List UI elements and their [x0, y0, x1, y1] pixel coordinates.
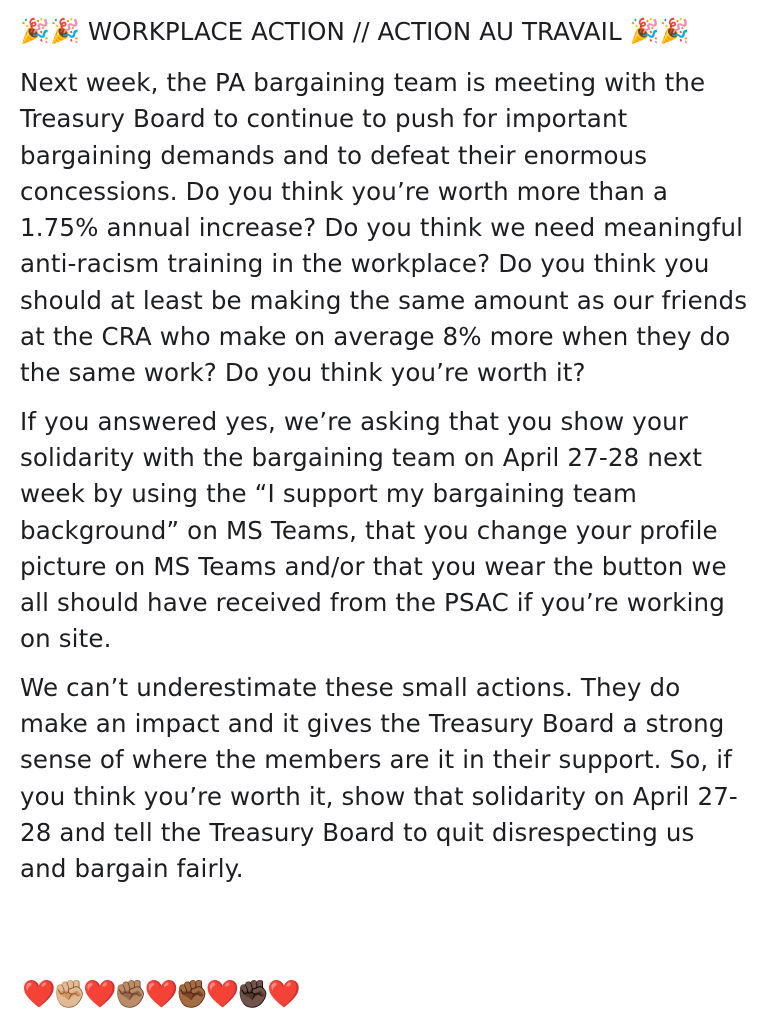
megaphone-icon: 🎉🎉	[20, 17, 80, 45]
post-paragraph: We can’t underestimate these small actions. They do make an impact and it gives the Treasury Board a strong sense of where the members are it in their support. So, if you think you’re worth it, show that solidarity on April 27-28 and tell the Treasury Board to quit disrespecting us and bargain fairly.	[20, 672, 738, 884]
megaphone-icon: 🎉🎉	[629, 17, 690, 45]
red-heart-icon: ❤️	[144, 979, 176, 1010]
raised-fist-medium-dark-icon: ✊🏾	[175, 979, 206, 1010]
red-heart-icon: ❤️	[83, 979, 114, 1010]
raised-fist-dark-icon: ✊🏿	[236, 979, 267, 1010]
post-paragraph: If you answered yes, we’re asking that you show your solidarity with the bargaining team on April 27-28 next week by using the “I support my bargaining team background” on MS Teams, that you change your profile picture on MS Teams and/or that you wear the button we all should have received from the PSAC if you’re working on site.	[20, 406, 727, 654]
post-paragraph: Next week, the PA bargaining team is meeting with the Treasury Board to continue to push for important bargaining demands and to defeat their enormous concessions. Do you think you’re worth more than a 1.75% annual increase? Do you think we need meaningful anti-racism training in the workplace? Do you think you should at least be making the same amount as our friends at the CRA who make on average 8% more when they do the same work? Do you think you’re worth it?	[20, 68, 748, 388]
raised-fist-light-icon: ✊🏼	[52, 979, 84, 1010]
red-heart-icon: ❤️	[205, 979, 237, 1010]
red-heart-icon: ❤️	[267, 979, 298, 1010]
red-heart-icon: ❤️	[22, 979, 53, 1010]
post-title-text: WORKPLACE ACTION // ACTION AU TRAVAIL	[79, 17, 630, 46]
emoji-row	[22, 977, 298, 1013]
post-body	[20, 14, 748, 900]
raised-fist-medium-icon: ✊🏽	[113, 979, 145, 1010]
post-title	[20, 14, 748, 49]
